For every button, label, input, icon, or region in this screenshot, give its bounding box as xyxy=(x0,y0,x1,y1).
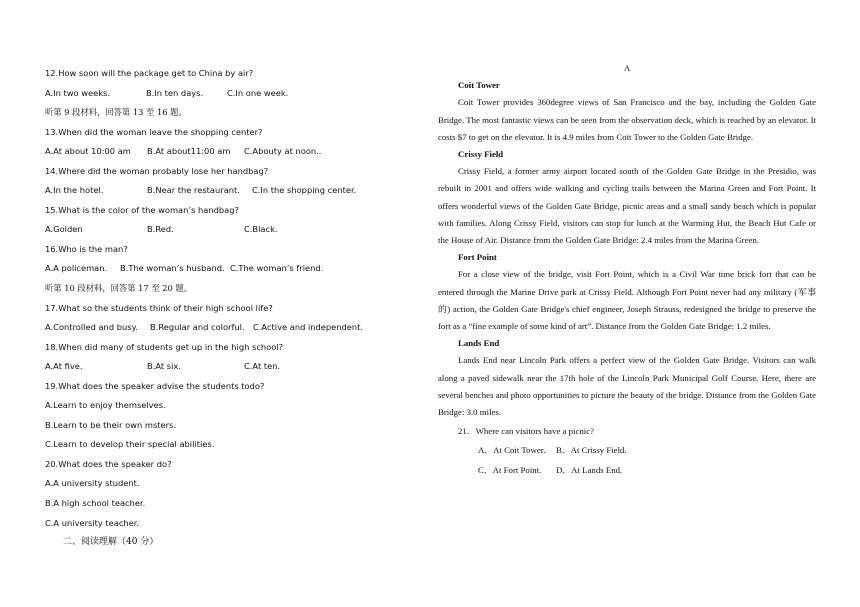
option-a: A.A policeman. xyxy=(45,263,108,274)
option-b: B.In ten days. xyxy=(146,87,204,98)
question-12-options xyxy=(45,84,385,104)
instruction-section-9: 听第 9 段材料，回答第 13 至 16 题。 xyxy=(45,107,187,118)
question-20-option-a: A.A university student. xyxy=(45,478,140,489)
option-a: A.In the hotel. xyxy=(45,185,104,196)
question-17-options xyxy=(45,318,385,338)
listening-questions xyxy=(45,64,385,553)
question-19-stem: 19.What does the speaker advise the students todo? xyxy=(45,380,265,391)
question-16-options xyxy=(45,259,385,279)
question-20-option-c: C.A university teacher. xyxy=(45,517,140,528)
question-20-stem: 20.What does the speaker do? xyxy=(45,458,172,469)
option-b: B.Near the restaurant. xyxy=(147,185,240,196)
option-d: D．At Lands End. xyxy=(556,464,623,475)
question-13-options xyxy=(45,142,385,162)
option-a: A.At about 10:00 am xyxy=(45,146,131,157)
option-a: A．At Coit Tower. xyxy=(478,445,546,456)
question-19-option-b: B.Learn to be their own msters. xyxy=(45,419,176,430)
option-a: A.At five. xyxy=(45,361,83,372)
question-21-options-ab xyxy=(438,442,816,459)
option-c: C．At Fort Point. xyxy=(478,464,542,475)
question-18-stem: 18.When did many of students get up in the high school? xyxy=(45,341,284,352)
paragraph-fort-point: For a close view of the bridge, visit Fort Point, which is a Civil War time brick fort that can be entered through the Marine Drive park at Crissy Field. Although Fort Point never had any military (军事的) action, the Golden Gate Bridge's chief engineer, Joseph Strauss, redesigned the bridge to preserve the fort as a “fine example of some kind of art”. Distance from the Golden Gate Bridge: 1.2 miles. xyxy=(438,269,816,332)
question-18-options xyxy=(45,357,385,377)
question-19-option-a: A.Learn to enjoy themselves. xyxy=(45,400,166,411)
paragraph-coit-tower: Coit Tower provides 360degree views of San Francisco and the bay, including the Golden Gate Bridge. The most fantastic views can be seen from the observation deck, which is reached by an elevator. It costs $7 to get on the elevator. It is 4.9 miles from Coit Tower to the Golden Gate Bridge. xyxy=(438,97,816,142)
question-15-options xyxy=(45,220,385,240)
option-b: B．At Crissy Field. xyxy=(556,445,627,456)
question-16-stem: 16.Who is the man? xyxy=(45,243,128,254)
section-heading-reading: 二、阅读理解（40 分） xyxy=(63,537,159,548)
option-c: C.In the shopping center. xyxy=(252,185,357,196)
passage-label: A xyxy=(623,63,631,73)
question-12-stem: 12.How soon will the package get to China by air? xyxy=(45,68,254,78)
option-a: A.Controlled and busy. xyxy=(45,322,138,333)
option-c: C.At ten. xyxy=(244,361,281,372)
heading-crissy-field: Crissy Field xyxy=(458,149,504,160)
paragraph-lands-end: Lands End near Lincoln Park offers a perfect view of the Golden Gate Bridge. Visitors can walk along a paved sidewalk near the 17th hole of the Lincoln Park Municipal Golf Course. Here, there are several benches and photo opportunities to picture the beauty of the bridge. Distance from the Golden Gate Bridge: 3.0 miles. xyxy=(438,355,816,418)
option-b: B.At about11:00 am xyxy=(147,146,231,157)
option-a: A.In two weeks. xyxy=(45,87,111,98)
option-b: B.The woman’s husband. xyxy=(120,263,225,274)
heading-lands-end: Lands End xyxy=(458,338,500,349)
option-c: C.Black. xyxy=(244,224,278,235)
question-20-option-b: B.A high school teacher. xyxy=(45,498,146,509)
question-14-stem: 14.Where did the woman probably lose her handbag? xyxy=(45,165,269,176)
reading-passage xyxy=(438,60,816,479)
heading-fort-point: Fort Point xyxy=(458,252,497,263)
option-c: C.Abouty at noon.. xyxy=(244,146,322,157)
question-15-stem: 15.What is the color of the woman’s handbag? xyxy=(45,204,239,215)
question-21-stem: 21．Where can visitors have a picnic? xyxy=(458,426,595,437)
option-b: B.At six. xyxy=(147,361,181,372)
question-17-stem: 17.What so the students think of their high school life? xyxy=(45,302,273,313)
option-c: C.The woman’s friend. xyxy=(230,263,324,274)
paragraph-crissy-field: Crissy Field, a former army airport located south of the Golden Gate Bridge in the Presidio, was rebuilt in 2001 and offers wide walking and cycling trails between the Marina Green and Fort Point. It offers wonderful views of the Golden Gate Bridge, picnic areas and a small sandy beach which is popular with families. Along Crissy Field, visitors can stop for lunch at the Warming Hut, the Beach Hut Cafe or the House of Air. Distance from the Golden Gate Bridge: 2.4 miles from the Marina Green. xyxy=(438,166,816,246)
option-b: B.Regular and colorful. xyxy=(150,322,245,333)
question-14-options xyxy=(45,181,385,201)
option-a: A.Golden xyxy=(45,224,83,235)
option-b: B.Red. xyxy=(147,224,174,235)
question-13-stem: 13.When did the woman leave the shopping center? xyxy=(45,126,263,137)
question-21-options-cd xyxy=(438,462,816,479)
question-19-option-c: C.Learn to develop their special abilities. xyxy=(45,439,215,450)
option-c: C.Active and independent. xyxy=(253,322,364,333)
instruction-section-10: 听第 10 段材料，回答第 17 至 20 题。 xyxy=(45,283,193,294)
option-c: C.In one week. xyxy=(227,87,289,98)
heading-coit-tower: Coit Tower xyxy=(458,80,500,91)
